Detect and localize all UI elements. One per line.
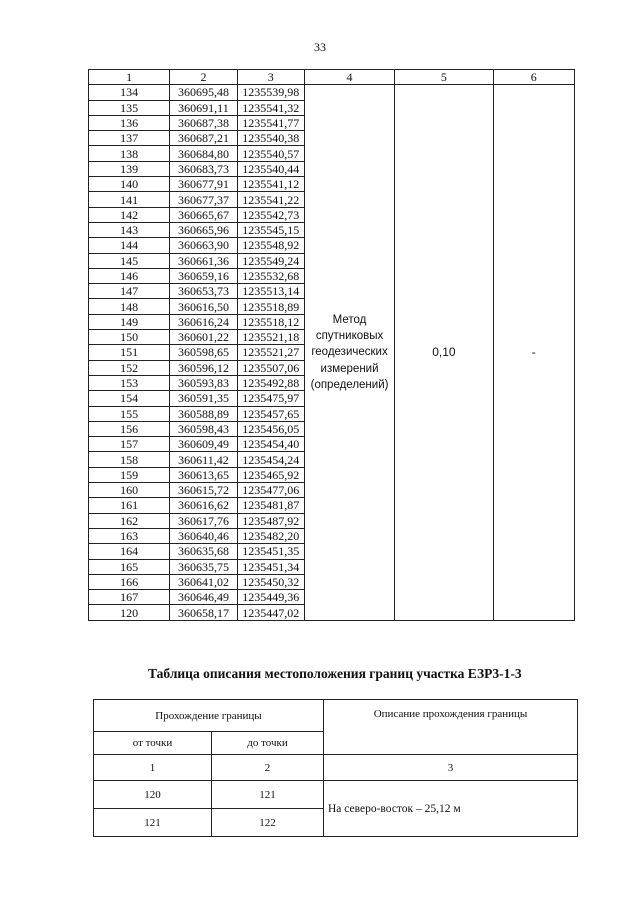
x-coordinate: 360635,75 — [170, 559, 237, 574]
x-coordinate: 360665,96 — [170, 222, 237, 237]
x-coordinate: 360691,11 — [170, 100, 237, 115]
to-point-header: до точки — [212, 732, 324, 755]
point-number: 134 — [89, 85, 170, 100]
x-coordinate: 360641,02 — [170, 574, 237, 589]
y-coordinate: 1235451,34 — [237, 559, 304, 574]
x-coordinate: 360591,35 — [170, 391, 237, 406]
point-number: 149 — [89, 314, 170, 329]
y-coordinate: 1235541,12 — [237, 177, 304, 192]
x-coordinate: 360663,90 — [170, 238, 237, 253]
y-coordinate: 1235454,40 — [237, 437, 304, 452]
col-num: 1 — [94, 755, 212, 781]
y-coordinate: 1235545,15 — [237, 222, 304, 237]
y-coordinate: 1235541,22 — [237, 192, 304, 207]
x-coordinate: 360596,12 — [170, 360, 237, 375]
point-number: 145 — [89, 253, 170, 268]
boundary-description-header: Описание прохождения границы — [324, 700, 578, 755]
accuracy-value: 0,10 — [395, 85, 493, 620]
page-number: 33 — [314, 40, 326, 54]
point-number: 150 — [89, 330, 170, 345]
y-coordinate: 1235539,98 — [237, 85, 304, 100]
from-point: 121 — [94, 809, 212, 837]
header-cell: 1 — [89, 70, 170, 85]
header-cell: 6 — [493, 70, 574, 85]
y-coordinate: 1235532,68 — [237, 268, 304, 283]
y-coordinate: 1235541,77 — [237, 115, 304, 130]
point-number: 151 — [89, 345, 170, 360]
point-number: 148 — [89, 299, 170, 314]
boundary-header-row — [94, 700, 578, 732]
x-coordinate: 360593,83 — [170, 375, 237, 390]
y-coordinate: 1235521,18 — [237, 330, 304, 345]
x-coordinate: 360588,89 — [170, 406, 237, 421]
point-number: 136 — [89, 115, 170, 130]
boundary-table-title: Таблица описания местоположения границ участка ЕЗР3-1-3 — [148, 666, 522, 681]
y-coordinate: 1235487,92 — [237, 513, 304, 528]
point-number: 161 — [89, 498, 170, 513]
col-num: 3 — [324, 755, 578, 781]
x-coordinate: 360609,49 — [170, 437, 237, 452]
point-number: 159 — [89, 467, 170, 482]
point-number: 154 — [89, 391, 170, 406]
point-number: 138 — [89, 146, 170, 161]
point-number: 143 — [89, 222, 170, 237]
y-coordinate: 1235492,88 — [237, 375, 304, 390]
point-number: 167 — [89, 590, 170, 605]
to-point: 121 — [212, 781, 324, 809]
y-coordinate: 1235518,89 — [237, 299, 304, 314]
header-cell: 4 — [304, 70, 394, 85]
x-coordinate: 360677,91 — [170, 177, 237, 192]
point-number: 156 — [89, 421, 170, 436]
boundary-description: На северо-восток – 25,12 м — [324, 781, 578, 837]
x-coordinate: 360695,48 — [170, 85, 237, 100]
y-coordinate: 1235449,36 — [237, 590, 304, 605]
x-coordinate: 360683,73 — [170, 161, 237, 176]
point-number: 141 — [89, 192, 170, 207]
method-line: измерений — [320, 362, 379, 375]
point-number: 135 — [89, 100, 170, 115]
y-coordinate: 1235548,92 — [237, 238, 304, 253]
point-number: 166 — [89, 574, 170, 589]
point-number: 157 — [89, 437, 170, 452]
y-coordinate: 1235451,35 — [237, 544, 304, 559]
y-coordinate: 1235540,44 — [237, 161, 304, 176]
x-coordinate: 360616,62 — [170, 498, 237, 513]
header-cell: 2 — [170, 70, 237, 85]
point-number: 139 — [89, 161, 170, 176]
method-line: (определений) — [310, 378, 389, 391]
x-coordinate: 360640,46 — [170, 528, 237, 543]
point-number: 160 — [89, 483, 170, 498]
header-cell: 5 — [395, 70, 493, 85]
x-coordinate: 360665,67 — [170, 207, 237, 222]
method-line: геодезических — [311, 346, 388, 359]
y-coordinate: 1235521,27 — [237, 345, 304, 360]
y-coordinate: 1235475,97 — [237, 391, 304, 406]
coordinate-row — [89, 85, 575, 100]
y-coordinate: 1235450,32 — [237, 574, 304, 589]
x-coordinate: 360659,16 — [170, 268, 237, 283]
y-coordinate: 1235454,24 — [237, 452, 304, 467]
coordinates-table — [88, 69, 575, 621]
point-number: 142 — [89, 207, 170, 222]
y-coordinate: 1235457,65 — [237, 406, 304, 421]
point-number: 155 — [89, 406, 170, 421]
x-coordinate: 360617,76 — [170, 513, 237, 528]
x-coordinate: 360611,42 — [170, 452, 237, 467]
point-number: 152 — [89, 360, 170, 375]
col-num: 2 — [212, 755, 324, 781]
point-number: 144 — [89, 238, 170, 253]
y-coordinate: 1235542,73 — [237, 207, 304, 222]
x-coordinate: 360661,36 — [170, 253, 237, 268]
y-coordinate: 1235481,87 — [237, 498, 304, 513]
x-coordinate: 360653,73 — [170, 284, 237, 299]
boundary-passage-header: Прохождение границы — [94, 700, 324, 732]
point-number: 165 — [89, 559, 170, 574]
x-coordinate: 360687,21 — [170, 131, 237, 146]
point-number: 146 — [89, 268, 170, 283]
boundary-description-table — [93, 699, 578, 837]
x-coordinate: 360598,65 — [170, 345, 237, 360]
x-coordinate: 360615,72 — [170, 483, 237, 498]
y-coordinate: 1235482,20 — [237, 528, 304, 543]
point-number: 147 — [89, 284, 170, 299]
from-point-header: от точки — [94, 732, 212, 755]
point-number: 164 — [89, 544, 170, 559]
header-row — [89, 70, 575, 85]
x-coordinate: 360635,68 — [170, 544, 237, 559]
point-number: 137 — [89, 131, 170, 146]
x-coordinate: 360677,37 — [170, 192, 237, 207]
x-coordinate: 360616,24 — [170, 314, 237, 329]
y-coordinate: 1235477,06 — [237, 483, 304, 498]
y-coordinate: 1235540,57 — [237, 146, 304, 161]
x-coordinate: 360684,80 — [170, 146, 237, 161]
method-line: Метод — [332, 314, 367, 327]
y-coordinate: 1235447,02 — [237, 605, 304, 620]
y-coordinate: 1235513,14 — [237, 284, 304, 299]
from-point: 120 — [94, 781, 212, 809]
point-number: 153 — [89, 375, 170, 390]
y-coordinate: 1235507,06 — [237, 360, 304, 375]
header-cell: 3 — [237, 70, 304, 85]
x-coordinate: 360616,50 — [170, 299, 237, 314]
y-coordinate: 1235465,92 — [237, 467, 304, 482]
to-point: 122 — [212, 809, 324, 837]
x-coordinate: 360658,17 — [170, 605, 237, 620]
point-number: 158 — [89, 452, 170, 467]
y-coordinate: 1235541,32 — [237, 100, 304, 115]
point-number: 120 — [89, 605, 170, 620]
boundary-colnum-row — [94, 755, 578, 781]
x-coordinate: 360613,65 — [170, 467, 237, 482]
note-value: - — [493, 85, 574, 620]
point-number: 140 — [89, 177, 170, 192]
y-coordinate: 1235518,12 — [237, 314, 304, 329]
x-coordinate: 360687,38 — [170, 115, 237, 130]
method-line: спутниковых — [315, 330, 384, 343]
y-coordinate: 1235540,38 — [237, 131, 304, 146]
boundary-row — [94, 781, 578, 809]
point-number: 162 — [89, 513, 170, 528]
x-coordinate: 360601,22 — [170, 330, 237, 345]
point-number: 163 — [89, 528, 170, 543]
x-coordinate: 360598,43 — [170, 421, 237, 436]
x-coordinate: 360646,49 — [170, 590, 237, 605]
y-coordinate: 1235456,05 — [237, 421, 304, 436]
method-cell — [304, 85, 394, 620]
y-coordinate: 1235549,24 — [237, 253, 304, 268]
